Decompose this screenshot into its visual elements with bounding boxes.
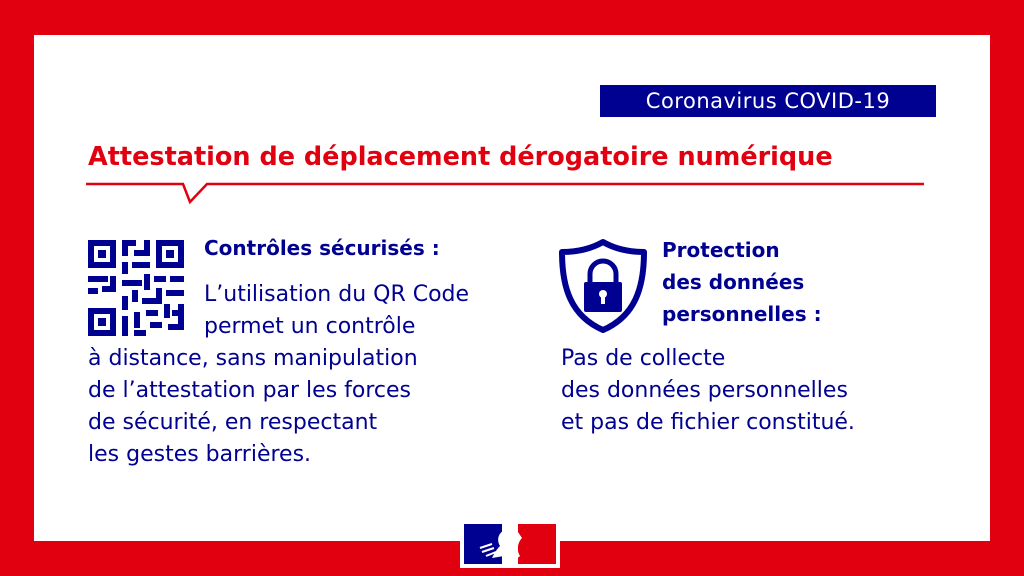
qr-code-icon [88, 240, 184, 336]
lock-shield-icon [557, 238, 649, 334]
covid-badge: Coronavirus COVID-19 [600, 85, 936, 117]
right-line-1: Pas de collecte [561, 346, 726, 371]
right-line-3: et pas de fichier constitué. [561, 410, 855, 435]
left-heading: Contrôles sécurisés : [204, 236, 440, 260]
left-line-3: à distance, sans manipulation [88, 346, 418, 371]
right-heading-line-3: personnelles : [662, 302, 822, 326]
page-title: Attestation de déplacement dérogatoire numérique [88, 142, 833, 172]
left-line-5: de sécurité, en respectant [88, 410, 378, 435]
right-heading-line-2: des données [662, 270, 805, 294]
right-line-2: des données personnelles [561, 378, 848, 403]
marianne-logo [460, 520, 560, 568]
right-heading-line-1: Protection [662, 238, 780, 262]
left-line-2: permet un contrôle [204, 314, 416, 339]
left-line-4: de l’attestation par les forces [88, 378, 412, 403]
left-line-1: L’utilisation du QR Code [204, 282, 470, 307]
left-line-6: les gestes barrières. [88, 442, 312, 467]
